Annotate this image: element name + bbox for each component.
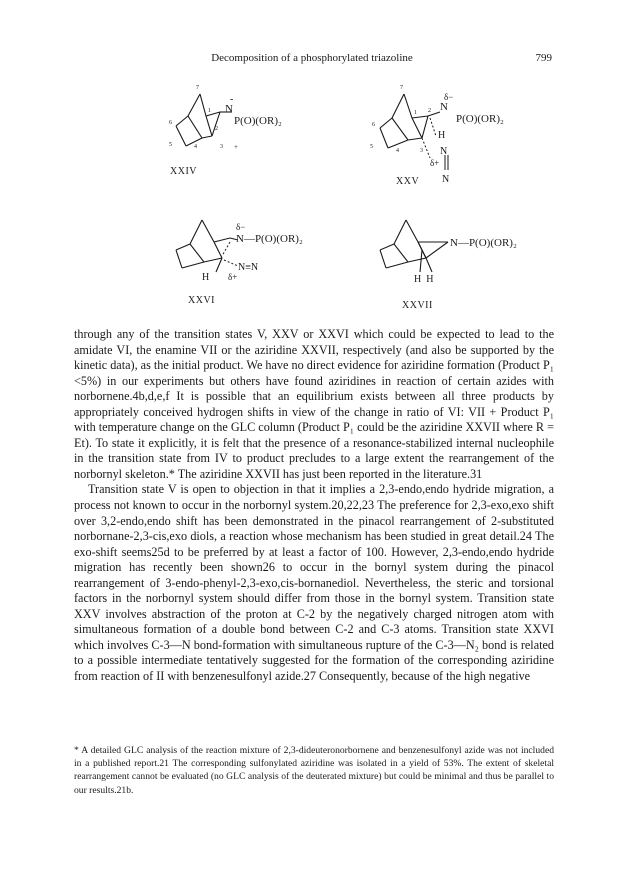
xxiv-num-4: 4 xyxy=(194,144,197,150)
xxiv-num-5: 5 xyxy=(169,142,172,148)
xxiv-charge-plus: + xyxy=(234,143,238,151)
xxv-delta-plus: δ+ xyxy=(430,158,440,168)
xxiv-num-3: 3 xyxy=(220,144,223,150)
xxv-atom-n: N xyxy=(440,101,448,113)
label-xxvi: XXVI xyxy=(188,295,215,306)
xxiv-atom-n: N xyxy=(225,103,233,115)
paragraph-1: through any of the transition states V, XXV or XXVI which could be expected to lead to the amidate VI, the enamine VII or the aziridine XXVII, respectively (and also be supported by the kinetic data), as the initial product. We have no direct evidence for aziridine formation (Product P₁ <5%) in our experiments but others have found aziridines in reaction of certain azides with norbornene.4b,d,e,f It is possible that an equilibrium exists between all three products by appropriately conceived hydrogen shifts in view of the change in ratio of VI: VII + Product P₁ with temperature change on the GLC column (Product P₁ could be the aziridine XXVII where R = Et). To state it explicitly, it is felt that the presence of a resonance-stabilized internal nucleophile in the transition state from IV to product precludes to a large extent the rearrangement of the norbornyl skeleton.* The aziridine XXVII has just been reported in the literature.31 xyxy=(74,327,554,481)
paragraph-2: Transition state V is open to objection in that it implies a 2,3-endo,endo hydride migration, a process not known to occur in the norbornyl system.20,22,23 The preference for 2,3-exo,exo shift over 3,2-endo,endo shift has been demonstrated in the pinacol rearrangement of 2-substituted norbornane-2,3-cis,exo diols, a reaction whose mechanism has been studied in great detail.24 The exo-shift seems25d to be preferred by at least a factor of 100. However, 2,3-endo,endo hydride migration has recently been shown26 to occur in the bornyl system during the pinacol rearrangement of 3-endo-phenyl-2,3-exo,cis-bornanediol. Nevertheless, the steric and torsional factors in the norbornyl system should differ from those in the bornyl system. Transition state XXV involves abstraction of the proton at C-2 by the negatively charged nitrogen atom with simultaneous formation of a double bond between C-2 and C-3 atoms. Transition state XXVI which involves C-3—N bond-formation with simultaneous rupture of the C-3—N₂ bond is related to a possible intermediate tentatively suggested for the formation of the corresponding aziridine from reaction of II with benzenesulfonyl azide.27 Consequently, because of the high negative xyxy=(74,482,554,684)
xxiv-num-2: 2 xyxy=(215,126,218,132)
xxv-group: P(O)(OR)₂ xyxy=(456,113,504,125)
xxvi-delta-minus: δ− xyxy=(236,222,246,232)
xxvi-atom-h: H xyxy=(202,272,210,283)
xxvi-delta-plus: δ+ xyxy=(228,272,238,282)
xxvi-n-triple: N≡N xyxy=(238,262,259,273)
xxv-num-6: 6 xyxy=(372,122,375,128)
footnote: * A detailed GLC analysis of the reaction mixture of 2,3-dideuteronorbornene and benzenesulfonyl azide was not included in a published report.21 The corresponding sulfonylated aziridine was isolated in a yield of 53%. The extent of skeletal rearrangement cannot be evaluated (no GLC analysis of the deuterated mixture) but could be minimal and thus be parallel to our results.21b. xyxy=(74,745,554,796)
xxv-atom-h: H xyxy=(438,130,446,141)
xxiv-charge-minus: - xyxy=(230,94,234,105)
xxv-delta-minus: δ− xyxy=(444,92,454,102)
label-xxiv: XXIV xyxy=(170,166,197,177)
xxvi-group: N—P(O)(OR)₂ xyxy=(236,233,303,245)
running-title: Decomposition of a phosphorylated triazoline xyxy=(211,52,413,64)
xxv-num-5: 5 xyxy=(370,144,373,150)
structure-xxvii xyxy=(374,212,544,292)
structure-xxv xyxy=(366,82,556,192)
xxv-num-7: 7 xyxy=(400,85,403,91)
body-text xyxy=(74,327,554,685)
xxiv-num-7: 7 xyxy=(196,85,199,91)
xxvii-atom-hh: H H xyxy=(414,274,434,285)
xxv-atom-n2: N xyxy=(440,146,448,157)
label-xxv: XXV xyxy=(396,176,420,187)
page-number: 799 xyxy=(535,52,552,64)
running-header xyxy=(0,52,624,68)
xxiv-num-1: 1 xyxy=(208,108,211,114)
label-xxvii: XXVII xyxy=(402,300,433,311)
xxv-atom-n3: N xyxy=(442,174,450,185)
xxvii-group: N—P(O)(OR)₂ xyxy=(450,237,517,249)
xxv-num-3: 3 xyxy=(420,148,423,154)
structure-xxiv xyxy=(160,82,310,172)
xxv-num-2: 2 xyxy=(428,108,431,114)
xxiv-num-6: 6 xyxy=(169,120,172,126)
xxiv-group: P(O)(OR)₂ xyxy=(234,115,282,127)
structure-xxvi xyxy=(170,212,340,292)
xxv-num-4: 4 xyxy=(396,148,399,154)
xxv-num-1: 1 xyxy=(414,110,417,116)
